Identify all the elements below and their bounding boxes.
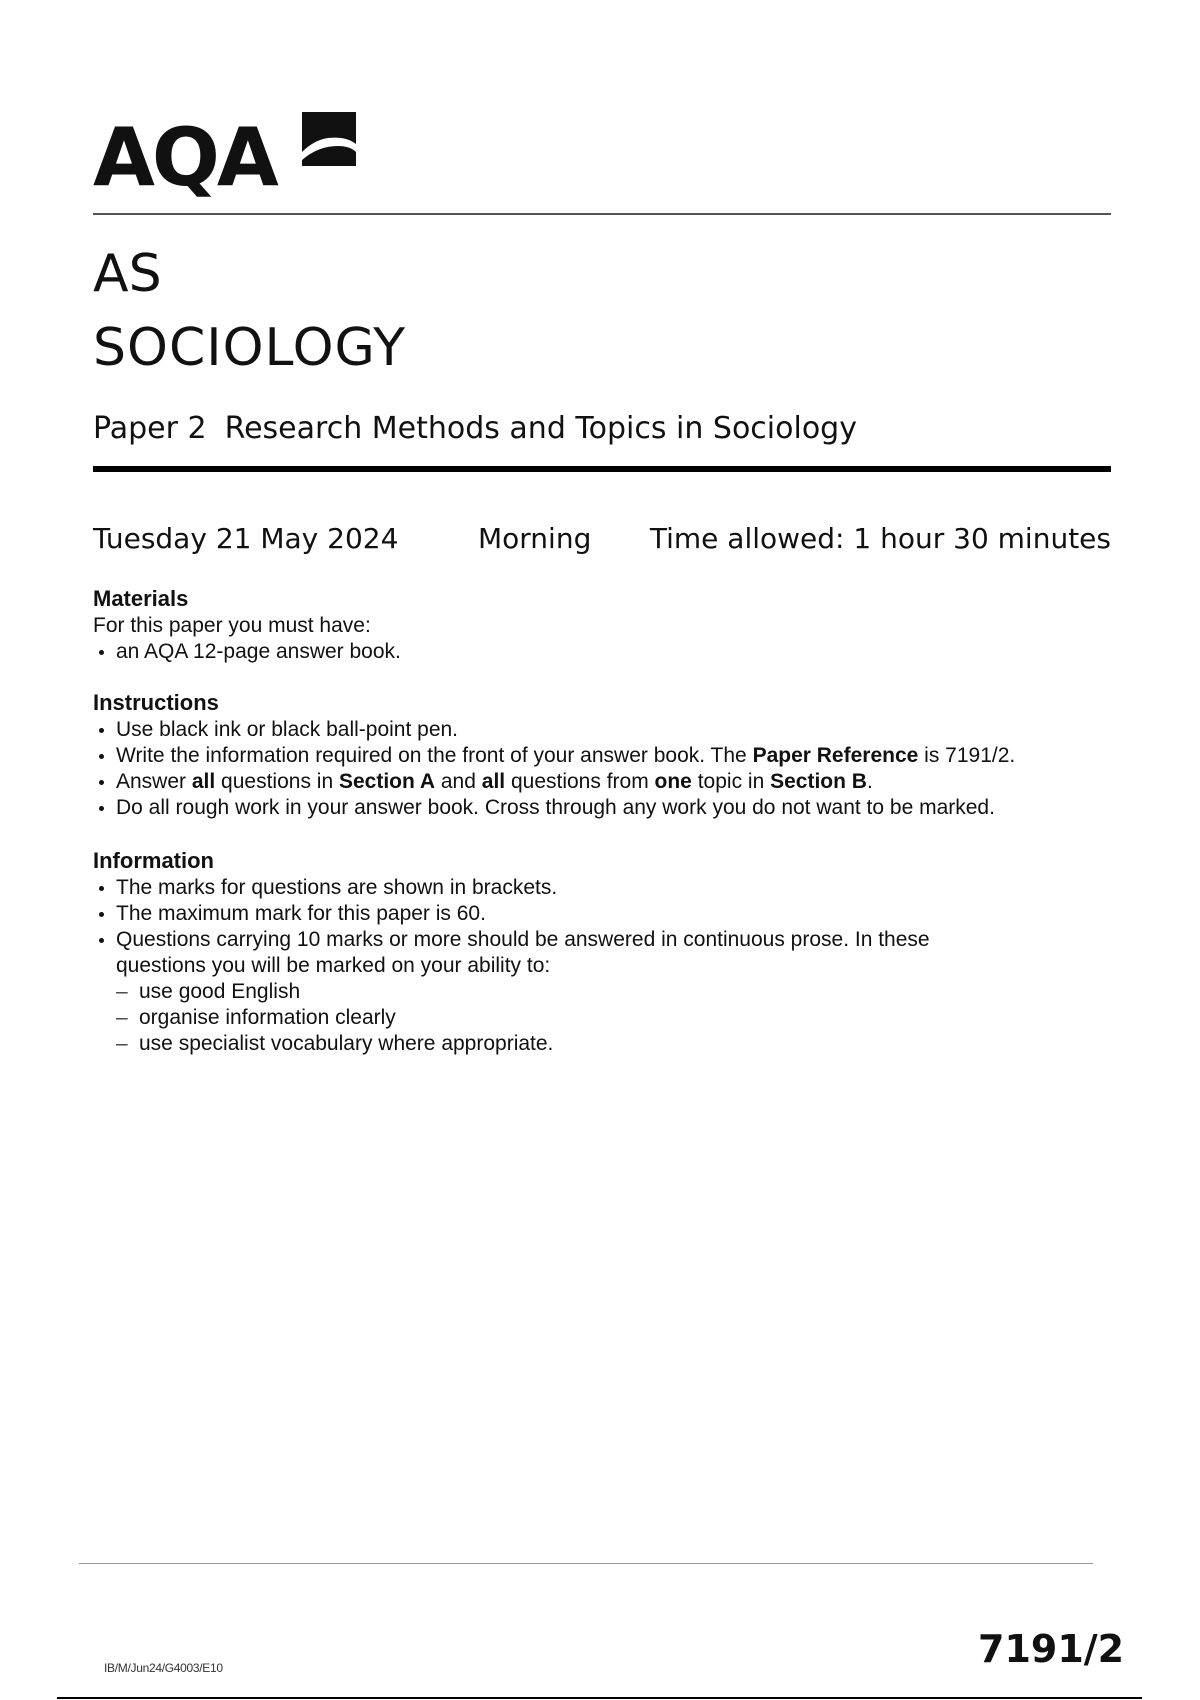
aqa-leaf-icon [298,108,360,170]
list-item: The marks for questions are shown in brackets. [93,875,1111,901]
materials-heading: Materials [93,586,189,611]
list-item [93,769,1111,795]
paper-reference-code: IB/M/Jun24/G4003/E10 [104,1661,223,1675]
footer-divider [79,1563,1093,1564]
exam-details [93,522,1111,565]
text-run-bold: all [191,770,216,793]
text-run-bold: all [481,770,506,793]
exam-session: Morning [478,522,592,555]
instructions-list [93,717,1111,821]
logo-text: AQA [93,111,276,204]
text-run: . [866,770,873,793]
exam-date: Tuesday 21 May 2024 [93,522,399,555]
subject-title: SOCIOLOGY [93,318,407,378]
sub-list-item: – use specialist vocabulary where appropriate. [93,1031,1111,1057]
paper-name: Research Methods and Topics in Sociology [224,411,857,446]
list-item: Do all rough work in your answer book. Cross through any work you do not want to be marked. [93,795,1111,821]
paper-number: Paper 2 [93,411,207,446]
information-heading: Information [93,848,214,873]
text-run-bold: Section B [770,770,867,793]
title-divider [93,466,1111,472]
text-run: and [435,770,482,793]
materials-section [93,585,1111,665]
time-allowed: Time allowed: 1 hour 30 minutes [649,522,1111,555]
sub-list-item: – use good English [93,979,1111,1005]
header-divider [93,213,1111,215]
text-run: Answer [116,770,192,793]
text-run: is 7191/2. [918,744,1016,767]
text-run-bold: one [654,770,692,793]
paper-title [93,411,857,446]
instructions-section [93,689,1111,821]
list-item: Use black ink or black ball-point pen. [93,717,1111,743]
text-run-bold: Paper Reference [752,744,919,767]
list-item: an AQA 12-page answer book. [93,639,1111,665]
list-item: Questions carrying 10 marks or more should be answered in continuous prose. In these questions you will be marked on your ability to: [93,927,1111,979]
paper-code: 7191/2 [978,1627,1125,1671]
text-run: questions from [505,770,655,793]
text-run: topic in [691,770,771,793]
list-item [93,743,1111,769]
qualification-level: AS [93,244,162,304]
text-run-bold: Section A [338,770,436,793]
bottom-rule [57,1697,1142,1699]
sub-list-item: – organise information clearly [93,1005,1111,1031]
list-item: The maximum mark for this paper is 60. [93,901,1111,927]
information-list [93,875,1111,1057]
aqa-logo [93,108,363,208]
information-section [93,847,1111,1057]
text-run: Write the information required on the front of your answer book. The [116,744,753,767]
materials-list [93,639,1111,665]
text-run: questions in [215,770,339,793]
materials-intro: For this paper you must have: [93,614,371,637]
instructions-heading: Instructions [93,690,219,715]
